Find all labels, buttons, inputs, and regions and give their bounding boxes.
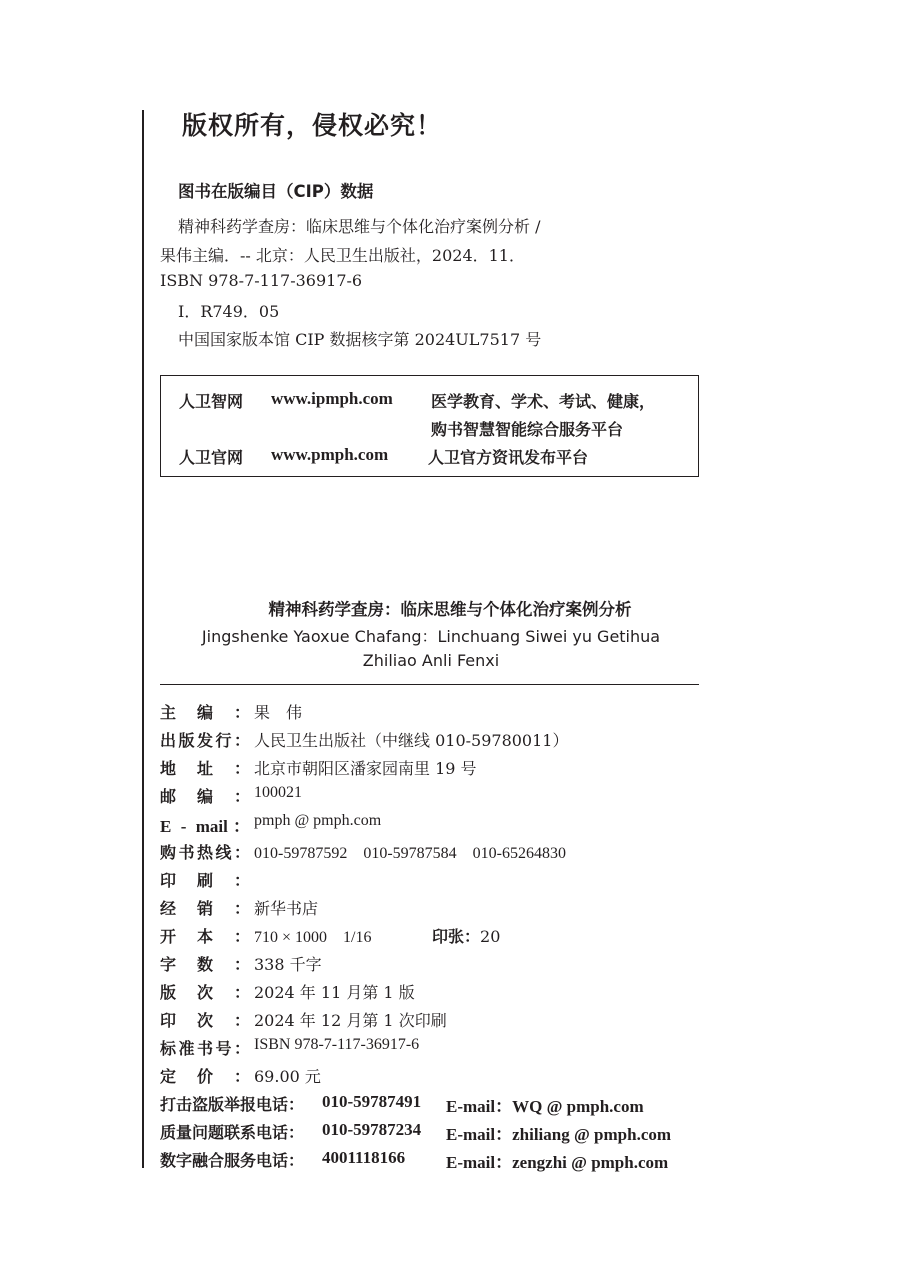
detail-label: 定价： — [160, 1067, 250, 1086]
contact-label: 打击盗版举报电话： — [160, 1095, 305, 1114]
detail-label: 版次： — [160, 983, 250, 1002]
cip-classification: Ⅰ．R749．05 — [178, 302, 280, 321]
detail-label: 印刷： — [160, 871, 250, 890]
contact-row-quality — [160, 1120, 672, 1144]
divider — [160, 684, 699, 685]
contact-phone: 4001118166 — [322, 1148, 406, 1167]
book-title-chinese: 精神科药学查房：临床思维与个体化治疗案例分析 — [268, 600, 632, 619]
website-name: 人卫官网 — [179, 448, 244, 467]
detail-value: 人民卫生出版社（中继线 010-59780011） — [254, 731, 569, 750]
detail-value: 2024 年 12 月第 1 次印刷 — [254, 1011, 447, 1030]
detail-label: 购书热线： — [160, 843, 250, 862]
detail-label: 字数： — [160, 955, 250, 974]
detail-value: 北京市朝阳区潘家园南里 19 号 — [254, 759, 477, 778]
detail-value: 20 — [480, 927, 501, 946]
cip-line: 果伟主编．-- 北京：人民卫生出版社，2024．11． — [160, 246, 525, 265]
detail-label: 印张： — [432, 927, 481, 946]
contact-phone: 010-59787234 — [322, 1120, 422, 1139]
detail-value: 新华书店 — [254, 899, 319, 918]
contact-label: 质量问题联系电话： — [160, 1123, 305, 1142]
cip-isbn: ISBN 978-7-117-36917-6 — [160, 271, 363, 290]
website-name: 人卫智网 — [179, 392, 244, 411]
cip-record-number: 中国国家版本馆 CIP 数据核字第 2024UL7517 号 — [178, 330, 542, 349]
website-box — [160, 375, 699, 477]
detail-label: 印次： — [160, 1011, 250, 1030]
contact-row-digital — [160, 1148, 669, 1172]
detail-label: 出版发行： — [160, 731, 250, 750]
detail-value: 338 千字 — [254, 955, 322, 974]
detail-value: ISBN 978-7-117-36917-6 — [254, 1036, 420, 1053]
website-description: 医学教育、学术、考试、健康， — [431, 392, 656, 411]
detail-value[interactable]: pmph @ pmph.com — [254, 812, 382, 829]
contact-phone: 010-59787491 — [322, 1092, 422, 1111]
detail-label: E - mail： — [160, 817, 250, 836]
detail-label: 主编： — [160, 703, 250, 722]
contact-label: 数字融合服务电话： — [160, 1151, 305, 1170]
detail-label: 邮编： — [160, 787, 250, 806]
detail-label: 地址： — [160, 759, 250, 778]
detail-value: 100021 — [254, 784, 302, 801]
detail-value: 010-59787592 010-59787584 010-65264830 — [254, 845, 566, 862]
detail-value: 果 伟 — [254, 703, 303, 722]
detail-label: 经销： — [160, 899, 250, 918]
contact-email[interactable]: E-mail：WQ @ pmph.com — [446, 1097, 644, 1116]
website-row — [179, 389, 656, 412]
website-description: 购书智慧智能综合服务平台 — [431, 420, 624, 439]
printed-sheets — [432, 924, 500, 947]
contact-email[interactable]: E-mail：zhiliang @ pmph.com — [446, 1125, 672, 1144]
website-url[interactable]: www.pmph.com — [271, 445, 389, 464]
cip-title: 图书在版编目（CIP）数据 — [178, 182, 374, 201]
copyright-notice: 版权所有，侵权必究！ — [182, 111, 443, 140]
book-title-pinyin: Zhiliao Anli Fenxi — [362, 651, 500, 670]
website-description: 人卫官方资讯发布平台 — [428, 448, 589, 467]
detail-label: 标准书号： — [160, 1039, 250, 1058]
detail-value: 69.00 元 — [254, 1067, 321, 1086]
website-row — [179, 445, 589, 468]
website-url[interactable]: www.ipmph.com — [271, 389, 393, 408]
contact-row-piracy — [160, 1092, 644, 1116]
detail-value: 2024 年 11 月第 1 版 — [254, 983, 415, 1002]
detail-value: 710 × 1000 1/16 — [254, 929, 372, 946]
cip-line: 精神科药学查房：临床思维与个体化治疗案例分析 / — [178, 217, 541, 236]
book-title-pinyin: Jingshenke Yaoxue Chafang：Linchuang Siwei yu Getihua — [201, 627, 661, 646]
contact-email[interactable]: E-mail：zengzhi @ pmph.com — [446, 1153, 669, 1172]
detail-label: 开本： — [160, 927, 250, 946]
